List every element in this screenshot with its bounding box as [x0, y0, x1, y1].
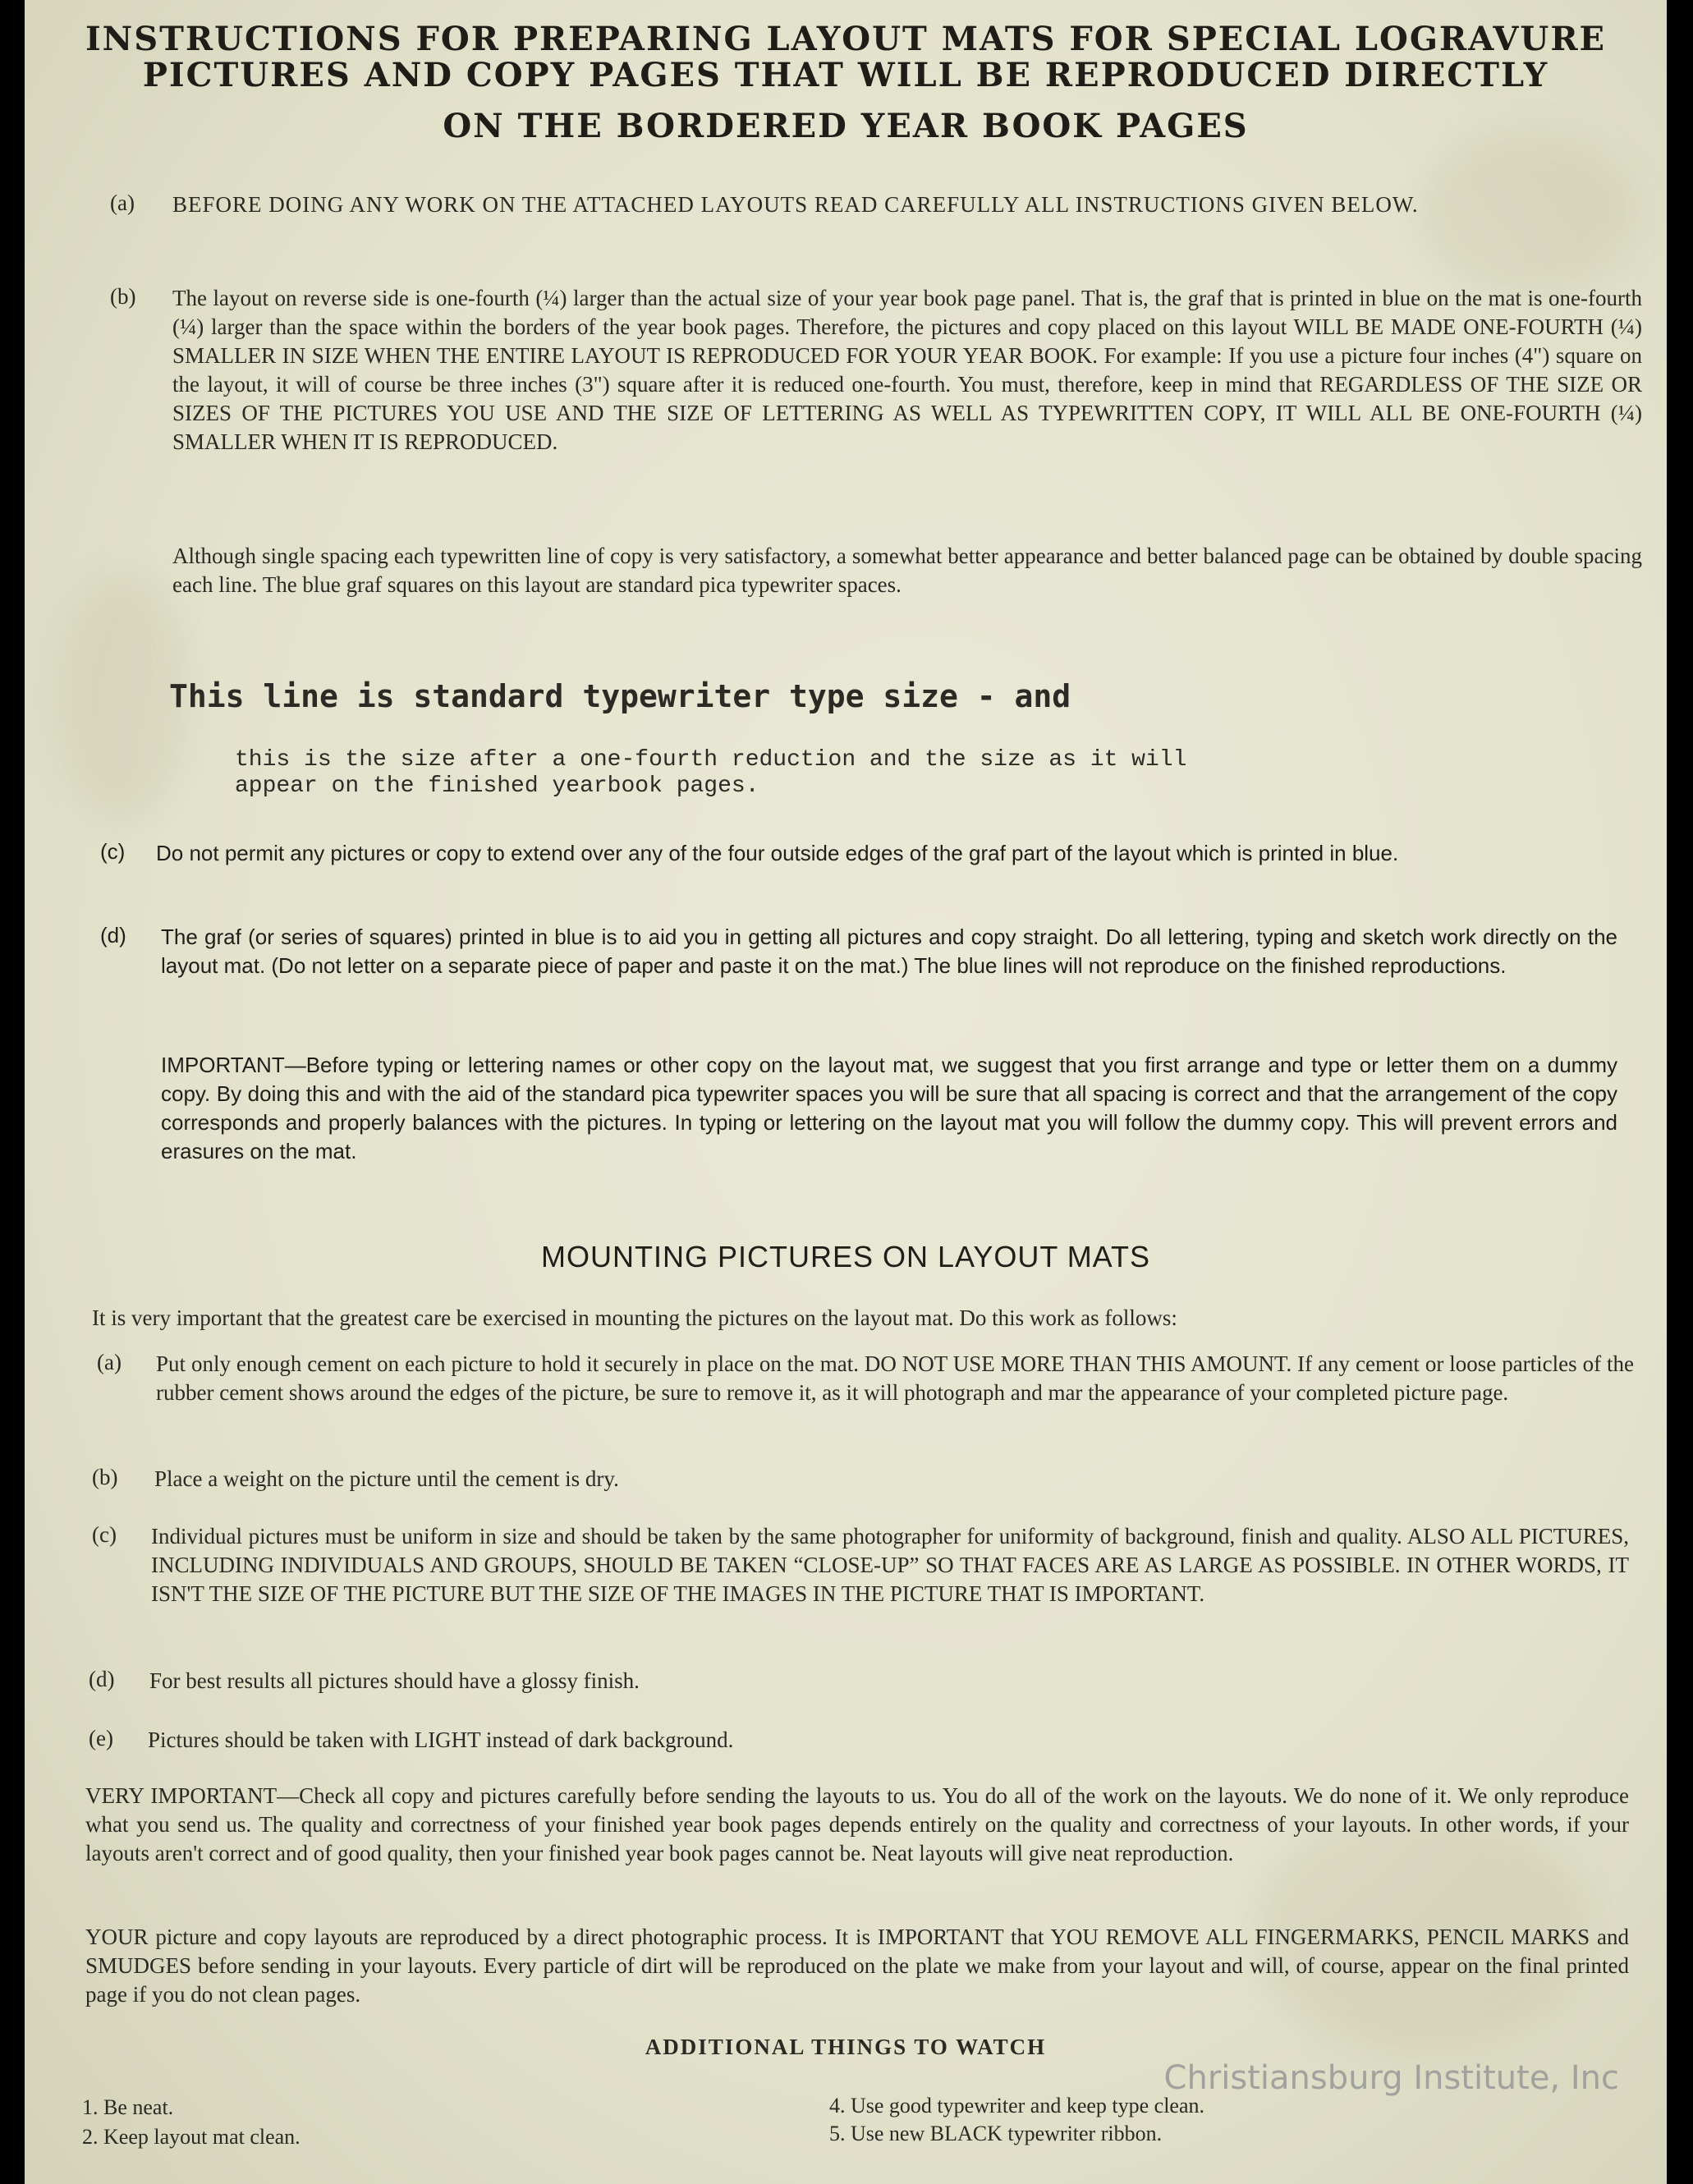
item-d-text: The graf (or series of squares) printed in blue is to aid you in getting all pictures and copy straight. Do all lettering, typing and sketch work directly on the layout mat. (Do not letter on a separate piece of paper and paste it on the mat.) The blue lines will not reproduce on the finished reproductions. — [161, 925, 1617, 978]
your-picture-text: YOUR picture and copy layouts are reproduced by a direct photographic process. It is IMPORTANT that YOU REMOVE ALL FINGERMARKS, PENCIL MARKS and SMUDGES before sending in your layouts. Every particle of dirt will be reproduced on the plate we make from your layout and will, of course, appear on the final printed page if you do not clean pages. — [85, 1925, 1629, 2007]
additional-item-1: 1. Be neat. — [82, 2095, 174, 2119]
title-line-1: INSTRUCTIONS FOR PREPARING LAYOUT MATS FOR SPECIAL LOGRAVURE — [85, 20, 1607, 58]
mount-b-marker: (b) — [92, 1465, 118, 1489]
typewriter-sample: This line is standard typewriter type size - and — [169, 678, 1071, 714]
document-page — [25, 0, 1667, 2184]
item-c-marker: (c) — [100, 839, 126, 864]
mount-b-text: Place a weight on the picture until the cement is dry. — [154, 1466, 619, 1491]
item-b-marker: (b) — [110, 284, 136, 309]
item-b-text: The layout on reverse side is one-fourth (¼) larger than the actual size of your year book page panel. That is, the graf that is printed in blue on the mat is one-fourth (¼) larger than the space within the borders of the year book pages. Therefore, the pictures and copy placed on this layout WILL BE MADE ONE-FOURTH (¼) SMALLER IN SIZE WHEN THE ENTIRE LAYOUT IS REPRODUCED FOR YOUR YEAR BOOK. For example: If you use a picture four inches (4") square on the layout, it will of course be three inches (3") square after it is reduced one-fourth. You must, therefore, keep in mind that REGARDLESS OF THE SIZE OR SIZES OF THE PICTURES YOU USE AND THE SIZE OF LETTERING AS WELL AS TYPEWRITTEN COPY, IT WILL ALL BE ONE-FOURTH (¼) SMALLER WHEN IT IS REPRODUCED. — [172, 286, 1642, 454]
additional-item-4: 4. Use good typewriter and keep type clean. — [829, 2094, 1205, 2117]
mount-c-marker: (c) — [92, 1522, 117, 1547]
additional-heading: ADDITIONAL THINGS TO WATCH — [645, 2035, 1047, 2059]
title-line-2: PICTURES AND COPY PAGES THAT WILL BE REPRODUCED DIRECTLY — [142, 56, 1549, 94]
item-b-extra: Although single spacing each typewritten line of copy is very satisfactory, a somewhat better appearance and better balanced page can be obtained by double spacing each line. The blue graf squares on this layout are standard pica typewriter spaces. — [172, 544, 1642, 597]
item-c-text: Do not permit any pictures or copy to extend over any of the four outside edges of the graf part of the layout which is printed in blue. — [156, 841, 1399, 865]
watermark-text: Christiansburg Institute, Inc — [1163, 2059, 1619, 2097]
item-a-marker: (a) — [110, 190, 135, 215]
mount-a-text: Put only enough cement on each picture to hold it securely in place on the mat. DO NOT USE MORE THAN THIS AMOUNT. If any cement or loose particles of the rubber cement shows around the edges of the picture, be sure to remove it, as it will photograph and mar the appearance of your completed picture page. — [156, 1351, 1634, 1405]
additional-item-2: 2. Keep layout mat clean. — [82, 2125, 301, 2149]
mount-d-text: For best results all pictures should have a glossy finish. — [149, 1668, 640, 1693]
mounting-intro: It is very important that the greatest care be exercised in mounting the pictures on the layout mat. Do this work as follows: — [92, 1305, 1177, 1330]
mounting-heading: MOUNTING PICTURES ON LAYOUT MATS — [540, 1240, 1151, 1273]
mount-e-marker: (e) — [89, 1726, 113, 1750]
mount-e-text: Pictures should be taken with LIGHT instead of dark background. — [148, 1727, 734, 1752]
title-line-3: ON THE BORDERED YEAR BOOK PAGES — [443, 107, 1249, 145]
very-important-text: VERY IMPORTANT—Check all copy and pictures carefully before sending the layouts to us. You do all of the work on the layouts. We do none of it. We only reproduce what you send us. The quality and correctness of your finished year book pages depends entirely on the quality and correctness of your layouts. In other words, if your layouts aren't correct and of good quality, then your finished year book pages cannot be. Neat layouts will give neat reproduction. — [85, 1783, 1629, 1865]
item-d-important: IMPORTANT—Before typing or lettering names or other copy on the layout mat, we suggest that you first arrange and type or letter them on a dummy copy. By doing this and with the aid of the standard pica typewriter spaces you will be sure that all spacing is correct and that the arrangement of the copy corresponds and properly balances with the pictures. In typing or lettering on the layout mat you will follow the dummy copy. This will prevent errors and erasures on the mat. — [161, 1053, 1617, 1163]
mount-a-marker: (a) — [97, 1350, 122, 1374]
additional-item-5: 5. Use new BLACK typewriter ribbon. — [829, 2122, 1163, 2145]
mount-c-text: Individual pictures must be uniform in size and should be taken by the same photographer for uniformity of background, finish and quality. ALSO ALL PICTURES, INCLUDING INDIVIDUALS AND GROUPS, SHOULD BE TAKEN “CLOSE-UP” SO THAT FACES ARE AS LARGE AS POSSIBLE. IN OTHER WORDS, IT ISN'T THE SIZE OF THE PICTURE BUT THE SIZE OF THE IMAGES IN THE PICTURE THAT IS IMPORTANT. — [151, 1524, 1629, 1606]
typewriter-reduced-sample: this is the size after a one-fourth reduction and the size as it will appear on the finished yearbook pages. — [235, 747, 1187, 799]
mount-d-marker: (d) — [89, 1667, 115, 1691]
item-a-text: BEFORE DOING ANY WORK ON THE ATTACHED LAYOUTS READ CAREFULLY ALL INSTRUCTIONS GIVEN BELOW. — [172, 192, 1419, 217]
item-d-marker: (d) — [100, 923, 126, 947]
